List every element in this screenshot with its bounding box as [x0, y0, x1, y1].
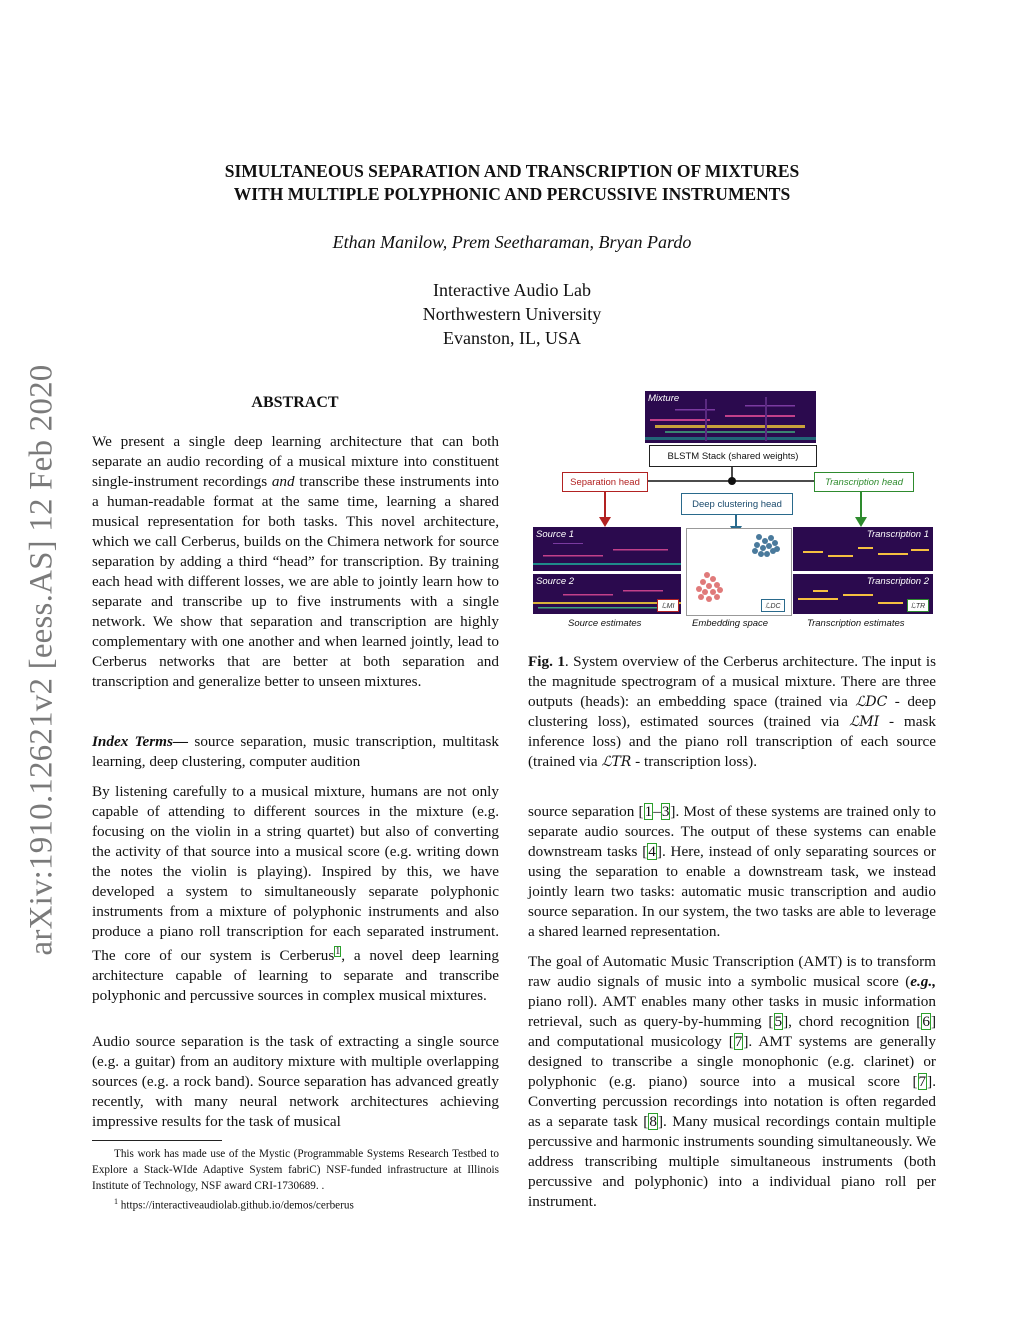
rc-p1-b: ]. Most of these systems are trained only to separate audio sources. The output of these systems can enable downstream tasks [: [528, 803, 937, 860]
arxiv-sidebar: [14, 345, 70, 975]
caption-text-d: - transcription loss).: [631, 753, 758, 770]
arxiv-id: arXiv:1910.12621v2 [eess.AS] 12 Feb 2020: [23, 364, 60, 956]
right-paragraph-2: [528, 952, 936, 1212]
rc-p2-g: ]. Many musical recordings contain multiple percussive and harmonic instruments sounding simultaneously. We address transcribing multiple simultaneous instruments (both percussive and polyphonic) into a individual piano roll per instrument.: [528, 1113, 936, 1210]
rc-p2-eg: e.g.,: [910, 973, 936, 990]
transcription-1-label: Transcription 1: [866, 529, 929, 540]
caption-loss-dc: ℒDC: [855, 694, 888, 710]
source-2-label: Source 2: [536, 576, 575, 587]
intro-p2: Audio source separation is the task of extracting a single source (e.g. a guitar) from an auditory mixture with multiple overlapping sources (e.g. a rock band). Source separation has advanced greatly recently, with many neural network architectures achieving impressive results for the task of musical: [92, 1033, 499, 1130]
abstract-and: and: [271, 473, 295, 490]
ref-1-link[interactable]: 1: [644, 803, 653, 820]
ref-7b-link[interactable]: 7: [918, 1073, 927, 1090]
ref-7-link[interactable]: 7: [734, 1033, 743, 1050]
deep-clustering-head-box: [681, 493, 793, 515]
footnote-1-link[interactable]: 1: [335, 946, 341, 957]
index-terms-text: source separation, music transcription, multitask learning, deep clustering, computer audition: [92, 733, 499, 770]
loss-tr-text: ℒTR: [910, 602, 926, 610]
transcription-estimates-caption: Transcription estimates: [807, 618, 905, 629]
blstm-label: BLSTM Stack (shared weights): [667, 450, 799, 462]
ref-4-link[interactable]: 4: [648, 843, 656, 860]
abstract-heading: ABSTRACT: [251, 394, 339, 411]
grant-footnote: This work has made use of the Mystic (Programmable Systems Research Testbed to Explore a Stack-WIde Adaptive System fabriC) NSF-funded infrastructure at Illinois Institute of Technology, NSF award CRI-1730689. .: [92, 1148, 499, 1192]
affiliation-lab: Interactive Audio Lab: [433, 280, 591, 300]
loss-dc-badge: [761, 599, 785, 612]
figure-1: [530, 388, 936, 638]
embedding-space-box: [686, 528, 792, 616]
transcription-1-roll: [793, 527, 933, 571]
ref-8-link[interactable]: 8: [649, 1113, 657, 1130]
ref-6-link[interactable]: 6: [922, 1013, 930, 1030]
index-terms: [92, 732, 499, 772]
source-2-spectrogram: [533, 574, 681, 614]
caption-text-b: - deep clustering loss), estimated sources (trained via: [528, 693, 936, 730]
footnote-1-mark: 1: [114, 1197, 118, 1206]
abstract-text-a: We present a single deep learning architecture that can both separate an audio recording of a musical mixture into constituent single-instrument recordings: [92, 433, 499, 490]
rc-p2-f: ]. Converting percussion recordings into notation is often regarded as a separate task [: [528, 1073, 936, 1130]
rc-p2-e: ]. AMT systems are generally designed to transcribe a single monophonic (e.g. clarinet) or polyphonic (e.g. piano) source into a musical score [: [528, 1033, 936, 1090]
caption-text-c: - mask inference loss) and the piano roll transcription of each source (trained via: [528, 713, 936, 770]
caption-text-a: . System overview of the Cerberus architecture. The input is the magnitude spectrogram of a musical mixture. There are three outputs (heads): an embedding space (trained via: [528, 653, 936, 710]
title-line-1: SIMULTANEOUS SEPARATION AND TRANSCRIPTION OF MIXTURES: [224, 161, 800, 181]
rc-p1-a: source separation [: [528, 803, 644, 820]
intro-p1-a: By listening carefully to a musical mixture, humans are not only capable of attending to different sources in the mixture (e.g. focusing on the violin in a string quartet) but also of converting the activity of that source into a musical score (e.g. writing down the notes the violin is playing). Inspired by this, we have developed a system to simultaneously separate polyphonic instruments from a mixture of polyphonic instruments and also produce a piano roll transcription for each separated instrument. The core of our system is Cerberus: [92, 783, 499, 965]
transcription-2-label: Transcription 2: [866, 576, 929, 587]
loss-mi-badge: [657, 599, 679, 612]
caption-loss-mi: ℒMI: [849, 714, 880, 730]
mixture-label: Mixture: [648, 393, 680, 404]
transcription-head-label: Transcription head: [825, 476, 903, 488]
loss-mi-text: ℒMI: [661, 602, 675, 610]
footnotes: [92, 1146, 499, 1214]
affiliation-location: Evanston, IL, USA: [443, 328, 581, 348]
deep-clustering-head-label: Deep clustering head: [692, 498, 782, 510]
affiliation: [300, 278, 724, 350]
rc-p2-d: ] and computational musicology [: [528, 1013, 936, 1050]
source-1-spectrogram: [533, 527, 681, 571]
ref-3-link[interactable]: 3: [661, 803, 670, 820]
rc-p2-c: ], chord recognition [: [783, 1013, 922, 1030]
title-line-2: WITH MULTIPLE POLYPHONIC AND PERCUSSIVE INSTRUMENTS: [233, 184, 791, 204]
rc-p2-a: The goal of Automatic Music Transcription (AMT) is to transform raw audio signals of music into a symbolic musical score (: [528, 953, 936, 990]
caption-loss-tr: ℒTR: [601, 754, 632, 770]
transcription-head-box: [814, 472, 914, 492]
paper-title: [150, 160, 874, 206]
intro-p1-b: , a novel deep learning architecture capable of learning to separate and transcribe polyphonic and percussive sources in complex musical mixtures.: [92, 947, 499, 1005]
separation-head-box: [562, 472, 648, 492]
intro-paragraph-1: [92, 782, 499, 1006]
abstract-text-b: transcribe these instruments into a human-readable format at the same time, learning a shared musical representation for both tasks. This novel architecture, which we call Cerberus, builds on the Chimera network for source separation by adding a third “head” for transcription. By training each head with different losses, we are able to jointly learn how to separate and transcribe up to five instruments with a single network. We show that separation and transcription are highly complementary with one another and when learned jointly, lead to Cerberus networks that are better at both separation and transcription and generalize better to unseen mixtures.: [92, 473, 499, 690]
abstract-body: [92, 432, 499, 692]
rc-p1-dash: –: [653, 803, 661, 820]
transcription-2-roll: [793, 574, 933, 614]
affiliation-university: Northwestern University: [422, 304, 602, 324]
loss-tr-badge: [907, 599, 929, 612]
loss-dc-text: ℒDC: [765, 602, 781, 610]
right-paragraph-1: [528, 802, 936, 942]
index-terms-label: Index Terms—: [92, 733, 189, 750]
authors: Ethan Manilow, Prem Seetharaman, Bryan Pardo: [332, 232, 692, 252]
rc-p2-b: piano roll). AMT enables many other tasks in music information retrieval, such as query-by-humming [: [528, 993, 936, 1030]
footnote-rule: [92, 1140, 222, 1141]
footnote-1: [92, 1194, 499, 1214]
intro-paragraph-2: [92, 1032, 499, 1132]
embedding-space-caption: Embedding space: [692, 618, 769, 629]
figure-1-caption: [528, 652, 936, 772]
source-1-label: Source 1: [536, 529, 575, 540]
ref-5-link[interactable]: 5: [774, 1013, 783, 1030]
separation-head-label: Separation head: [570, 476, 640, 488]
source-estimates-caption: Source estimates: [568, 618, 642, 629]
footnote-1-url[interactable]: https://interactiveaudiolab.github.io/demos/cerberus: [120, 1199, 354, 1212]
rc-p1-c: ]. Here, instead of only separating sources or using the separation to enable a downstream task, we instead jointly learn two tasks: automatic music transcription and audio source separation. In our system, the two tasks are able to leverage a shared learned representation.: [528, 843, 936, 940]
caption-label: Fig. 1: [528, 653, 565, 670]
